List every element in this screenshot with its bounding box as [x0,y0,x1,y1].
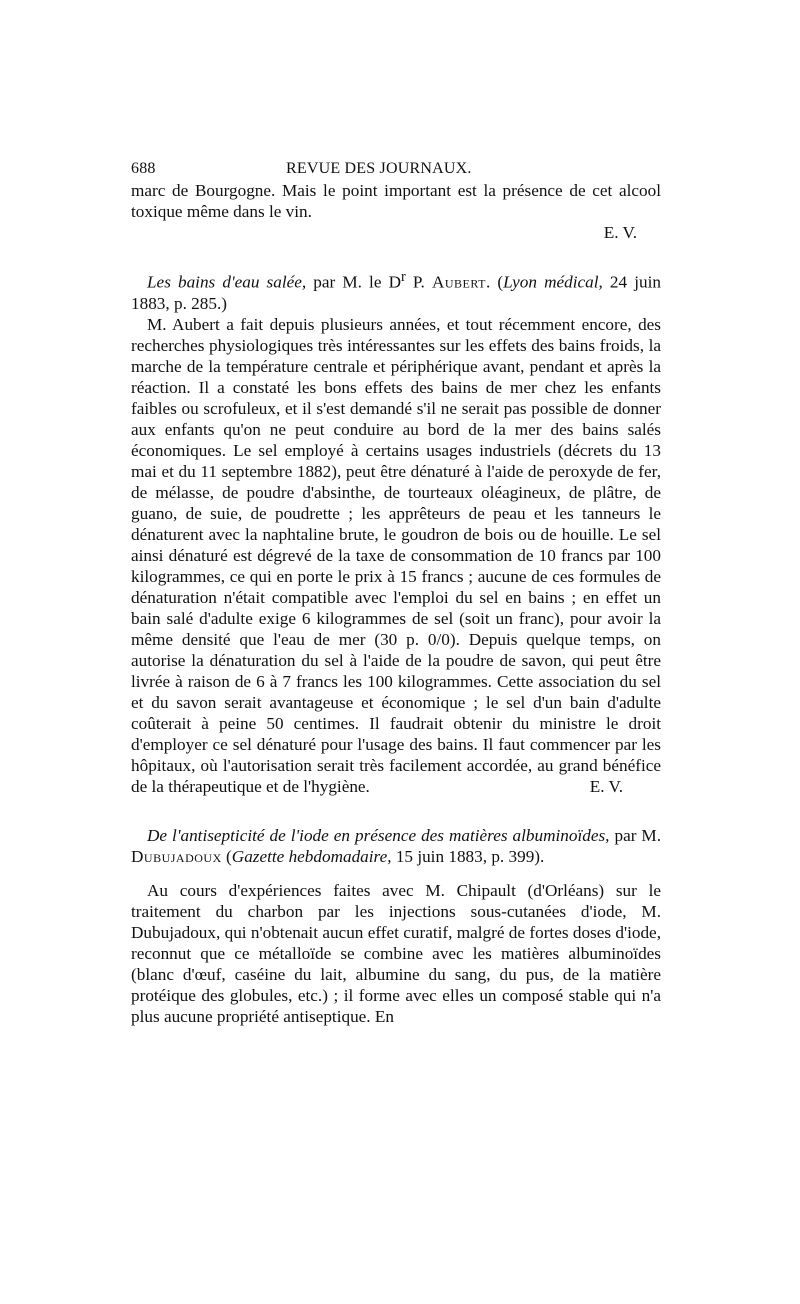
article-heading-bains [131,267,661,314]
source-journal-gazette: Gazette hebdomadaire, [231,846,392,866]
article-title-bains: Les bains d'eau salée, [147,272,307,292]
source-open: . ( [485,272,504,292]
previous-article-continuation: marc de Bourgogne. Mais le point important est la présence de cet alcool toxique même dans le vin. [131,181,661,221]
document-page [131,154,661,1027]
page-number: 688 [131,160,156,177]
article-signature-bains: E. V. [589,776,623,796]
running-head [131,154,661,180]
author-initial: P. [405,272,432,292]
author-name-dubujadoux: Dubujadoux [131,846,222,866]
author-name-aubert: Aubert [431,272,486,292]
journal-title: REVUE DES JOURNAUX. [286,160,472,177]
article-by: par M. le D [306,272,401,292]
source-date-iode: 15 juin 1883, p. 399). [391,846,545,866]
source-open-iode: ( [221,846,232,866]
source-journal-lyon: Lyon médical, [503,272,603,292]
article-body-bains [131,314,661,797]
article-title-iode: De l'antisepticité de l'iode en présence des matières albuminoïdes, [147,825,610,845]
article-body-bains-text: M. Aubert a fait depuis plusieurs années, et tout récemment encore, des recherches physiologiques très intéressantes sur les effets des bains froids, la marche de la température centrale et périphérique avant, pendant et après la réaction. Il a constaté les bons effets des bains de mer chez les enfants faibles ou scrofuleux, et il s'est demandé s'il ne serait pas possible de donner aux enfants qu'on ne peut conduire au bord de la mer des bains salés économiques. Le sel employé à certains usages industriels (décrets du 13 mai et du 11 septembre 1882), peut être dénaturé à l'aide de peroxyde de fer, de mélasse, de poudre d'absinthe, de tourteaux oléagineux, de plâtre, de guano, de suie, de poudrette ; les apprêteurs de peau et les tanneurs le dénaturent avec la naphtaline brute, le goudron de bois ou de houille. Le sel ainsi dénaturé est dégrevé de la taxe de consommation de 10 francs par 100 kilogrammes, ce qui en porte le prix à 15 francs ; aucune de ces formules de dénaturation n'était compatible avec l'emploi du sel en bains ; en effet un bain salé d'adulte exige 6 kilogrammes de sel (soit un franc), pour avoir la même densité que l'eau de mer (30 p. 0/0). Depuis quelque temps, on autorise la dénaturation du sel à l'aide de la poudre de savon, qui peut être livrée à raison de 6 à 7 francs les 100 kilogrammes. Cette association du sel et du savon serait avantageuse et économique ; le sel d'un bain d'adulte coûterait à peine 50 centimes. Il faudrait obtenir du ministre le droit d'employer ce sel dénaturé pour l'usage des bains. Il faut commencer par les hôpitaux, où l'autorisation serait très facilement accordée, au grand bénéfice de la thérapeutique et de l'hygiène. [131,314,661,796]
article-heading-iode [131,825,661,867]
article-by-iode: par M. [609,825,661,845]
article-body-iode: Au cours d'expériences faites avec M. Chipault (d'Orléans) sur le traitement du charbon par les injections sous-cutanées d'iode, M. Dubujadoux, qui n'obtenait aucun effet curatif, malgré de fortes doses d'iode, reconnut que ce métalloïde se combine avec les matières albuminoïdes (blanc d'œuf, caséine du lait, albumine du sang, du pus, de la matière protéique des globules, etc.) ; il forme avec elles un composé stable qui n'a plus aucune propriété antiseptique. En [131,880,661,1026]
doctor-superscript: r [400,269,406,285]
source-date-bains: 24 juin 1883, p. 285.) [131,272,661,313]
previous-article-signature: E. V. [603,223,637,242]
